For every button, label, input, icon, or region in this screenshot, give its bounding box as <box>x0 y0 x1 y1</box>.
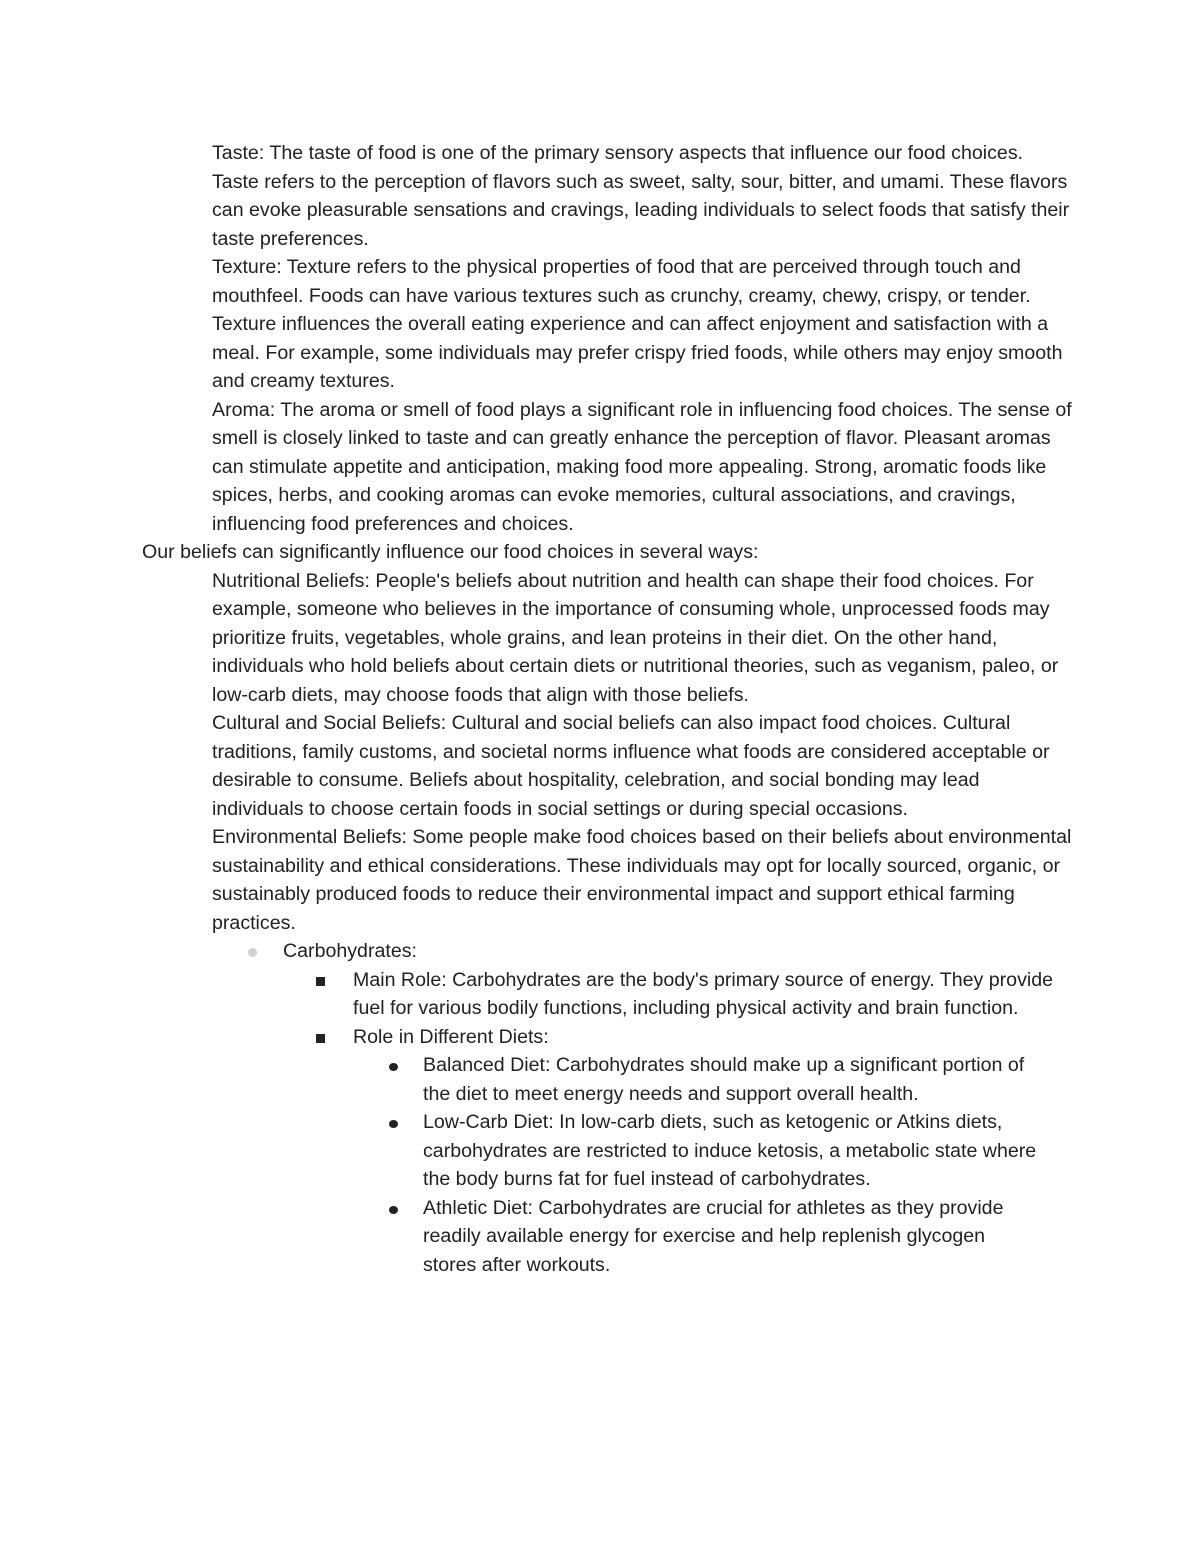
list-item-role-in-diets <box>353 1023 1063 1052</box>
square-bullet-icon <box>316 966 325 995</box>
hollow-bullet-icon <box>248 937 257 966</box>
cultural-beliefs-paragraph: Cultural and Social Beliefs: Cultural and social beliefs can also impact food choices. Cultural traditions, family customs, and societal norms influence what foods are considered acceptable or desirable to consume. Beliefs about hospitality, celebration, and social bonding may lead individuals to choose certain foods in social settings or during special occasions. <box>212 712 1050 820</box>
dot-bullet-icon <box>389 1194 398 1223</box>
list-item-low-carb-diet <box>423 1108 1043 1194</box>
carbs-heading: Carbohydrates: <box>283 940 417 962</box>
list-item-carbohydrates <box>283 937 1063 966</box>
square-bullet-icon <box>316 1023 325 1052</box>
texture-paragraph: Texture: Texture refers to the physical properties of food that are perceived through touch and mouthfeel. Foods can have various textures such as crunchy, creamy, chewy, crispy, or tender. Texture influences the overall eating experience and can affect enjoyment and satisfaction with a meal. For example, some individuals may prefer crispy fried foods, while others may enjoy smooth and creamy textures. <box>212 256 1063 392</box>
dot-bullet-icon <box>389 1108 398 1137</box>
athletic-diet-text: Athletic Diet: Carbohydrates are crucial for athletes as they provide readily available energy for exercise and help replenish glycogen stores after workouts. <box>423 1196 1004 1276</box>
low-carb-diet-text: Low-Carb Diet: In low-carb diets, such as ketogenic or Atkins diets, carbohydrates are restricted to induce ketosis, a metabolic state where the body burns fat for fuel instead of carbohydrates. <box>423 1111 1037 1190</box>
list-item-balanced-diet <box>423 1051 1043 1108</box>
environmental-beliefs-paragraph: Environmental Beliefs: Some people make food choices based on their beliefs about environmental sustainability and ethical considerations. These individuals may opt for locally sourced, organic, or sustainably produced foods to reduce their environmental impact and support ethical farming practices. <box>212 826 1072 934</box>
balanced-diet-text: Balanced Diet: Carbohydrates should make up a significant portion of the diet to meet energy needs and support overall health. <box>423 1054 1025 1105</box>
beliefs-intro: Our beliefs can significantly influence our food choices in several ways: <box>142 541 759 563</box>
diets-heading: Role in Different Diets: <box>353 1025 549 1048</box>
nutritional-beliefs-paragraph: Nutritional Beliefs: People's beliefs about nutrition and health can shape their food choices. For example, someone who believes in the importance of consuming whole, unprocessed foods may prioritize fruits, vegetables, whole grains, and lean proteins in their diet. On the other hand, individuals who hold beliefs about certain diets or nutritional theories, such as veganism, paleo, or low-carb diets, may choose foods that align with those beliefs. <box>212 569 1059 706</box>
list-item-athletic-diet <box>423 1194 1043 1280</box>
dot-bullet-icon <box>389 1051 398 1080</box>
document-page <box>0 139 1200 1279</box>
main-role-text: Main Role: Carbohydrates are the body's primary source of energy. They provide fuel for various bodily functions, including physical activity and brain function. <box>353 968 1054 1019</box>
list-item-main-role <box>353 966 1063 1023</box>
taste-paragraph: Taste: The taste of food is one of the primary sensory aspects that influence our food choices. Taste refers to the perception of flavors such as sweet, salty, sour, bitter, and umami. These flavors can evoke pleasurable sensations and cravings, leading individuals to select foods that satisfy their taste preferences. <box>212 142 1070 250</box>
aroma-paragraph: Aroma: The aroma or smell of food plays a significant role in influencing food choices. The sense of smell is closely linked to taste and can greatly enhance the perception of flavor. Pleasant aromas can stimulate appetite and anticipation, making food more appealing. Strong, aromatic foods like spices, herbs, and cooking aromas can evoke memories, cultural associations, and cravings, influencing food preferences and choices. <box>212 398 1072 535</box>
